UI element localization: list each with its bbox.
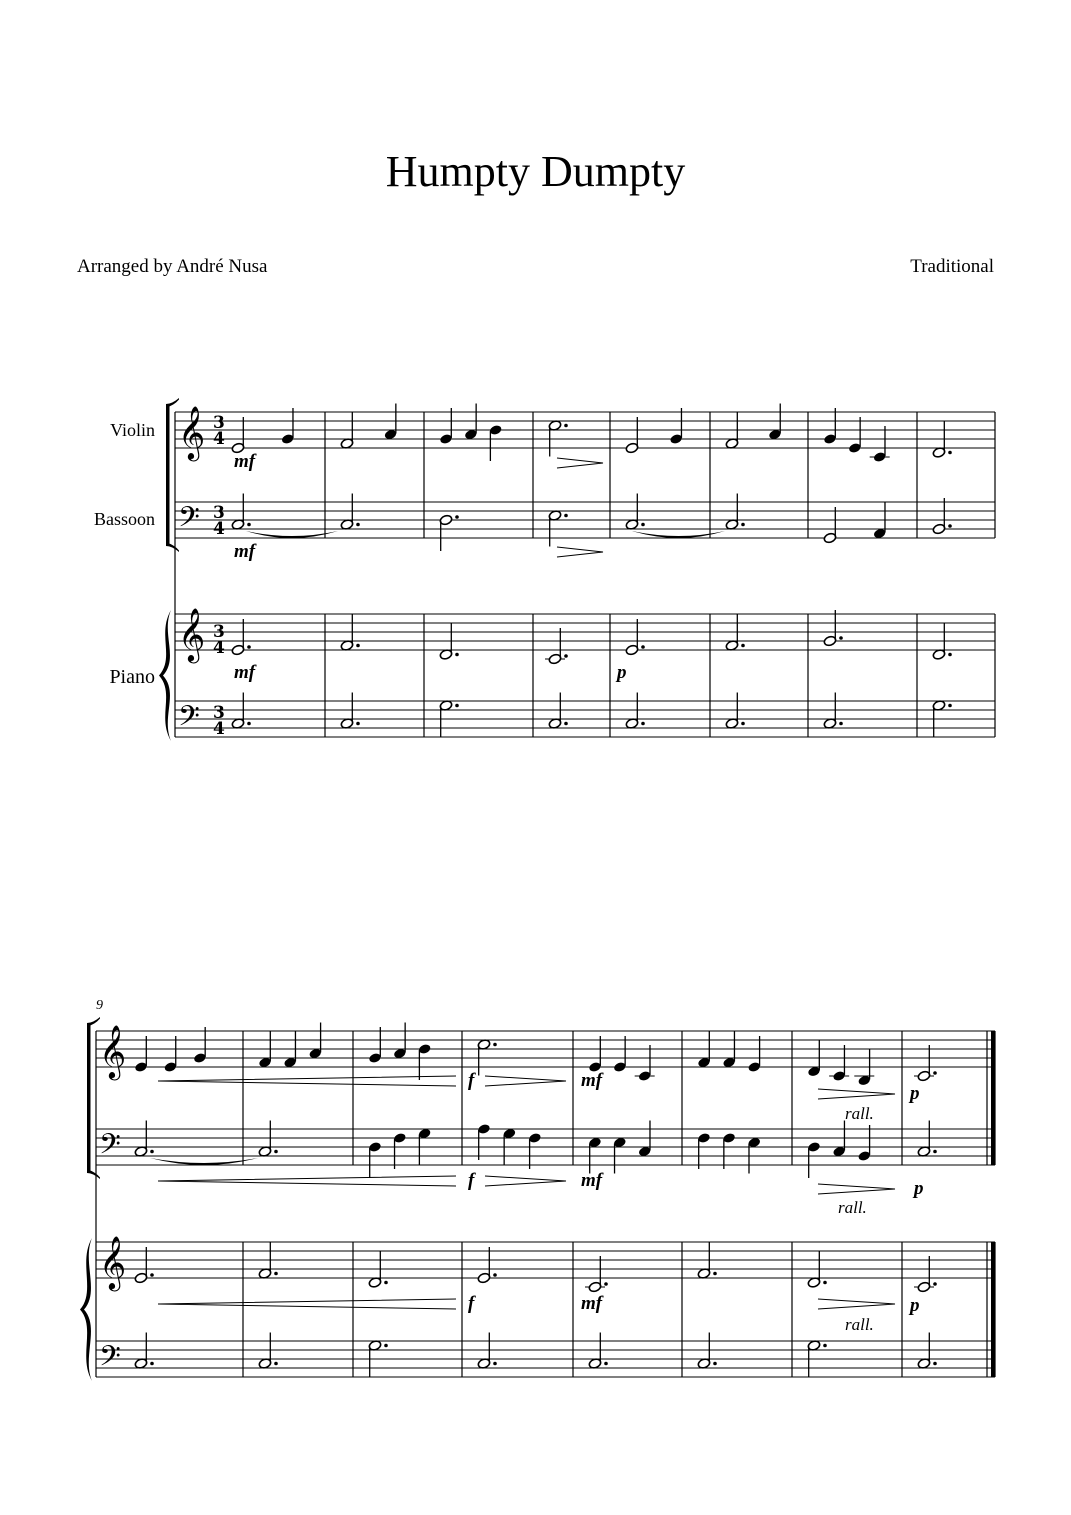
group-bracket (87, 1023, 91, 1173)
augmentation-dot (741, 644, 745, 648)
bassoon-dynamic-p: p (914, 1178, 924, 1199)
piano-brace (80, 1238, 92, 1381)
augmentation-dot (274, 1150, 278, 1154)
augmentation-dot (839, 722, 843, 726)
treble-clef-icon: 𝄞 (178, 405, 206, 459)
augmentation-dot (564, 654, 568, 658)
augmentation-dot (356, 644, 360, 648)
bassoon-timesig-top: 3 (213, 503, 225, 523)
augmentation-dot (150, 1150, 154, 1154)
arranger-credit: Arranged by André Nusa (77, 256, 268, 277)
augmentation-dot (948, 524, 952, 528)
augmentation-dot (641, 523, 645, 527)
piano-rh-timesig-bottom: 4 (213, 638, 225, 658)
piano-decrescendo-hairpin (818, 1299, 895, 1309)
augmentation-dot (713, 1272, 717, 1276)
violin-label: Violin (110, 420, 155, 440)
bass-clef-icon: 𝄢 (99, 1128, 121, 1168)
augmentation-dot (455, 704, 459, 708)
notes-layer (134, 404, 952, 1377)
bassoon-crescendo-hairpin (158, 1176, 456, 1186)
bassoon-rall: rall. (838, 1198, 867, 1217)
piano-lh-timesig-bottom: 4 (213, 719, 225, 739)
piano-rh-timesig-top: 3 (213, 622, 225, 642)
bracket-hook (87, 1170, 100, 1180)
bass-clef-icon: 𝄢 (178, 501, 200, 541)
piano-brace (159, 610, 171, 741)
violin-dynamic-f: f (468, 1070, 475, 1091)
score-title: Humpty Dumpty (385, 147, 686, 196)
bass-clef-icon: 𝄢 (178, 700, 200, 740)
augmentation-dot (741, 722, 745, 726)
bassoon-dynamic-mf-2: mf (581, 1170, 603, 1191)
violin-dynamic-mf: mf (234, 451, 256, 472)
bassoon-tie (246, 531, 338, 538)
augmentation-dot (384, 1344, 388, 1348)
augmentation-dot (713, 1362, 717, 1366)
composer-credit: Traditional (910, 256, 994, 277)
augmentation-dot (356, 722, 360, 726)
marks-layer (150, 458, 895, 1309)
augmentation-dot (933, 1150, 937, 1154)
violin-crescendo-hairpin (158, 1076, 456, 1086)
augmentation-dot (356, 523, 360, 527)
piano-dynamic-p-2: p (910, 1295, 920, 1316)
augmentation-dot (493, 1273, 497, 1277)
augmentation-dot (493, 1362, 497, 1366)
treble-clef-icon: 𝄞 (99, 1024, 127, 1078)
augmentation-dot (933, 1282, 937, 1286)
augmentation-dot (455, 515, 459, 519)
bassoon-tie (150, 1158, 258, 1165)
piano-dynamic-p: p (617, 662, 627, 683)
piano-dynamic-mf-2: mf (581, 1293, 603, 1314)
piano-dynamic-mf: mf (234, 662, 256, 683)
augmentation-dot (455, 653, 459, 657)
violin-decrescendo-hairpin (485, 1076, 566, 1086)
violin-decrescendo-hairpin (818, 1089, 895, 1099)
bassoon-dynamic-mf: mf (234, 541, 256, 562)
augmentation-dot (247, 722, 251, 726)
violin-rall: rall. (845, 1104, 874, 1123)
bassoon-decrescendo-hairpin (557, 547, 603, 557)
staves-layer (80, 398, 995, 1381)
treble-clef-icon: 𝄞 (178, 607, 206, 661)
violin-decrescendo-hairpin (557, 458, 603, 468)
augmentation-dot (641, 645, 645, 649)
augmentation-dot (493, 1043, 497, 1047)
bassoon-dynamic-f: f (468, 1170, 475, 1191)
augmentation-dot (948, 653, 952, 657)
treble-clef-icon: 𝄞 (99, 1235, 127, 1289)
bassoon-label: Bassoon (93, 509, 155, 529)
piano-crescendo-hairpin (158, 1299, 456, 1309)
violin-timesig-bottom: 4 (213, 429, 225, 449)
augmentation-dot (274, 1272, 278, 1276)
augmentation-dot (247, 523, 251, 527)
bracket-hook (166, 543, 179, 553)
augmentation-dot (604, 1362, 608, 1366)
violin-dynamic-mf-2: mf (581, 1070, 603, 1091)
augmentation-dot (948, 704, 952, 708)
augmentation-dot (564, 514, 568, 518)
piano-label: Piano (109, 666, 155, 688)
augmentation-dot (823, 1344, 827, 1348)
piano-lh-timesig-top: 3 (213, 703, 225, 723)
bassoon-tie (632, 531, 725, 538)
final-barline (991, 1031, 995, 1165)
augmentation-dot (641, 722, 645, 726)
final-barline (991, 1242, 995, 1377)
augmentation-dot (933, 1071, 937, 1075)
violin-dynamic-p: p (910, 1083, 920, 1104)
augmentation-dot (933, 1362, 937, 1366)
augmentation-dot (274, 1362, 278, 1366)
bass-clef-icon: 𝄢 (99, 1340, 121, 1380)
bassoon-decrescendo-hairpin (485, 1176, 566, 1186)
group-bracket (166, 404, 170, 546)
augmentation-dot (823, 1281, 827, 1285)
augmentation-dot (247, 645, 251, 649)
bassoon-decrescendo-hairpin (818, 1184, 895, 1194)
augmentation-dot (741, 523, 745, 527)
piano-dynamic-f: f (468, 1293, 475, 1314)
bassoon-timesig-bottom: 4 (213, 519, 225, 539)
augmentation-dot (948, 451, 952, 455)
augmentation-dot (150, 1362, 154, 1366)
measure-number-9: 9 (96, 998, 103, 1013)
augmentation-dot (564, 424, 568, 428)
violin-timesig-top: 3 (213, 413, 225, 433)
augmentation-dot (604, 1282, 608, 1286)
augmentation-dot (564, 722, 568, 726)
augmentation-dot (150, 1273, 154, 1277)
augmentation-dot (384, 1281, 388, 1285)
augmentation-dot (839, 636, 843, 640)
piano-rall: rall. (845, 1315, 874, 1334)
